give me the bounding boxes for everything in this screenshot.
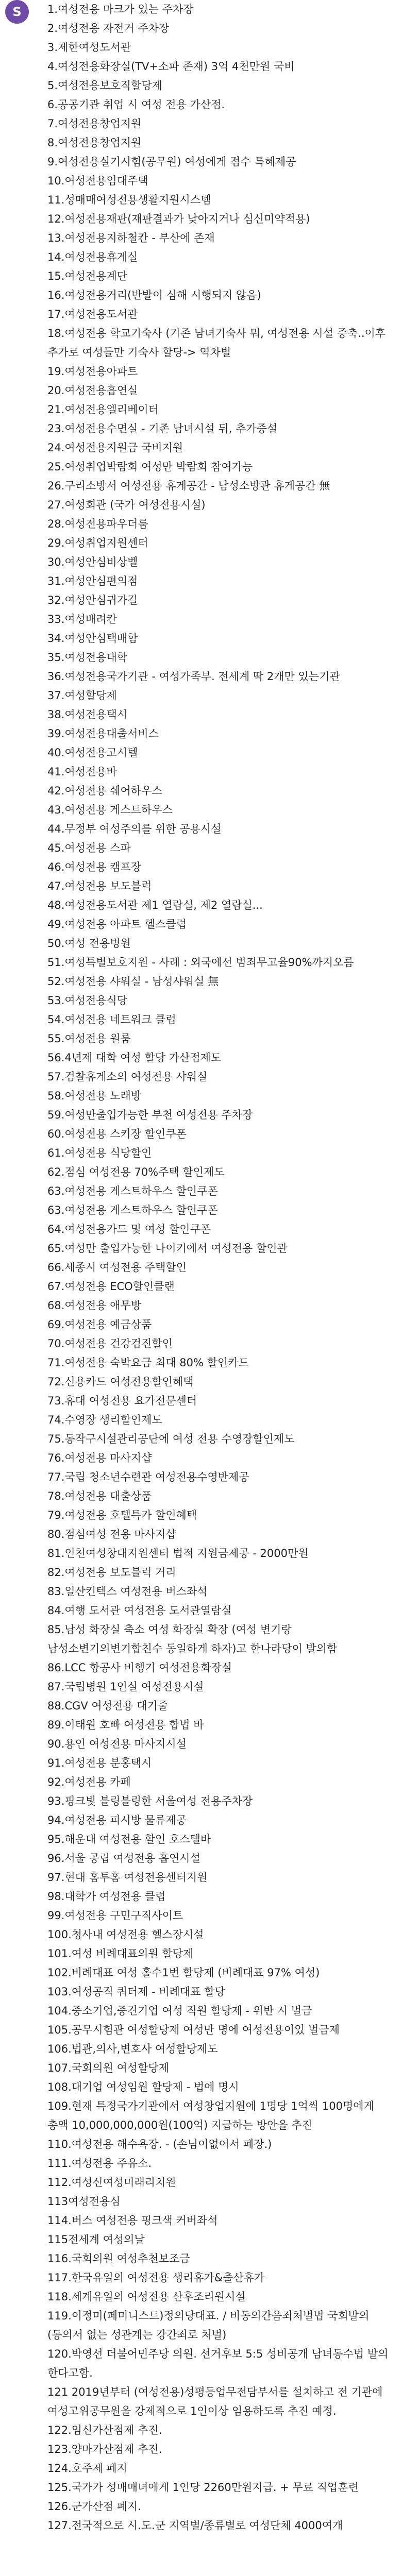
- list-item: 27.여성회관 (국가 여성전용시설): [47, 499, 206, 511]
- list-item: 3.제한여성도서관: [47, 41, 131, 54]
- list-item: 48.여성전용도서관 제1 열람실, 제2 열람실...: [47, 899, 263, 911]
- list-item: 24.여성전용지원금 국비지원: [47, 442, 183, 454]
- list-item: 101.여성 비례대표의원 할당제: [47, 1947, 194, 1960]
- list-item: 76.여성전용 마사지샵: [47, 1452, 152, 1464]
- list-item: 5.여성전용보호직할당제: [47, 79, 162, 92]
- list-item: 72.신용카드 여성전용할인혜택: [47, 1376, 194, 1388]
- list-item: 2.여성전용 자전거 주차장: [47, 22, 170, 35]
- list-item: 99.여성전용 구민구직사이트: [47, 1909, 183, 1922]
- list-item: 39.여성전용대출서비스: [47, 727, 159, 740]
- list-item: 117.한국유일의 여성전용 생리휴가&출산휴가: [47, 2272, 265, 2284]
- list-item: 107.국회의원 여성할당제: [47, 2062, 170, 2074]
- list-item: 102.비례대표 여성 홀수1번 할당제 (비례대표 97% 여성): [47, 1967, 320, 1979]
- list-item: 113여성전용심: [47, 2195, 121, 2208]
- list-item: 56.4년제 대학 여성 할당 가산점제도: [47, 1052, 222, 1064]
- list-item: 92.여성전용 카페: [47, 1776, 131, 1788]
- list-item: 87.국립병원 1인실 여성전용시설: [47, 1681, 204, 1693]
- list-item: 35.여성전용대학: [47, 651, 128, 664]
- list-item: 1.여성전용 마크가 있는 주차장: [47, 3, 194, 15]
- list-item: 125.국가가 성매매녀에게 1인당 2260만원지급. + 무료 직업훈련: [47, 2481, 359, 2494]
- list-item: 54.여성전용 네트워크 클럽: [47, 1013, 176, 1026]
- list-item: 122.임신가산점제 추진.: [47, 2424, 162, 2436]
- list-item: 71.여성전용 숙박요금 최대 80% 할인카드: [47, 1357, 249, 1369]
- list-item: 89.이태원 호빠 여성전용 합법 바: [47, 1719, 204, 1731]
- list-item: 98.대학가 여성전용 클럽: [47, 1890, 166, 1903]
- list-item: 33.여성배려칸: [47, 613, 117, 625]
- list-item: 86.LCC 항공사 비행기 여성전용화장실: [47, 1662, 232, 1674]
- list-item: 44.무정부 여성주의를 위한 공용시설: [47, 823, 222, 835]
- list-item: 83.일산킨텍스 여성전용 버스좌석: [47, 1585, 208, 1598]
- list-item: 43.여성전용 게스트하우스: [47, 804, 173, 816]
- list-item: 49.여성전용 아파트 헬스클럽: [47, 918, 187, 930]
- list-item: 6.공공기관 취업 시 여성 전용 가산점.: [47, 98, 225, 111]
- list-item: 50.여성 전용병원: [47, 937, 131, 950]
- list-item: 32.여성안심귀가길: [47, 594, 138, 606]
- list-item: 74.수영장 생리할인제도: [47, 1414, 162, 1426]
- list-item: 30.여성안심비상벨: [47, 556, 138, 568]
- list-item: 12.여성전용재판(재판결과가 낮아지거나 심신미약적용): [47, 213, 310, 225]
- list-item: 63.여성전용 게스트하우스 할인쿠폰: [47, 1204, 218, 1216]
- list-item: 7.여성전용창업지원: [47, 117, 142, 130]
- list-item: 59.여성만출입가능한 부천 여성전용 주차장: [47, 1109, 253, 1121]
- list-item: 126.군가산점 폐지.: [47, 2500, 141, 2513]
- list-item: 78.여성전용 대출상품: [47, 1490, 152, 1502]
- list-item: 106.법관,의사,변호사 여성할당제도: [47, 2043, 218, 2055]
- list-item: 84.여행 도서관 여성전용 도서관열람실: [47, 1604, 232, 1617]
- list-item: 26.구리소방서 여성전용 휴게공간 - 남성소방관 휴게공간 無: [47, 480, 330, 492]
- list-item: 124.호주제 폐지: [47, 2462, 127, 2475]
- list-item: 36.여성전용국가기관 - 여성가족부. 전세계 딱 2개만 있는기관: [47, 670, 340, 683]
- list-item: 8.여성전용창업지원: [47, 137, 142, 149]
- list-item: 17.여성전용도서관: [47, 308, 138, 320]
- list-item: 62.점심 여성전용 70%주택 할인제도: [47, 1166, 225, 1178]
- avatar[interactable]: S: [5, 0, 29, 24]
- list-item: 95.해운대 여성전용 할인 호스텔바: [47, 1833, 211, 1845]
- list-item: 120.박영선 더불어민주당 의원. 선거후보 5:5 성비공개 남녀동수법 발의 한다고함.: [47, 2348, 389, 2379]
- list-item: 68.여성전용 애무방: [47, 1299, 142, 1312]
- list-item: 65.여성만 출입가능한 나이키에서 여성전용 할인관: [47, 1242, 288, 1255]
- list-item: 28.여성전용파우더룸: [47, 518, 148, 530]
- list-item: 64.여성전용카드 및 여성 할인쿠폰: [47, 1223, 211, 1235]
- list-item: 121 2019년부터 (여성전용)성평등업무전담부서를 설치하고 전 기관에 여성고위공무원을 강제적으로 1인이상 임용하도록 추진 예정.: [47, 2386, 383, 2417]
- list-item: 41.여성전용바: [47, 766, 117, 778]
- list-item: 60.여성전용 스키장 할인쿠폰: [47, 1128, 187, 1140]
- list-item: 103.여성공직 쿼터제 - 비례대표 할당: [47, 1986, 225, 1998]
- list-item: 91.여성전용 분홍택시: [47, 1757, 152, 1769]
- list-item: 108.대기업 여성임원 할당제 - 법에 명시: [47, 2081, 239, 2093]
- list-item: 115전세계 여성의날: [47, 2233, 145, 2246]
- list-item: 14.여성전용휴게실: [47, 251, 138, 263]
- list-item: 82.여성전용 보도블럭 거리: [47, 1566, 176, 1579]
- list-item: 38.여성전용택시: [47, 708, 128, 721]
- list-item: 57.검찰휴게소의 여성전용 샤워실: [47, 1071, 208, 1083]
- list-item: 34.여성안심택배함: [47, 632, 138, 645]
- list-item: 63.여성전용 게스트하우스 할인쿠폰: [47, 1185, 218, 1197]
- list-item: 58.여성전용 노래방: [47, 1090, 142, 1102]
- list-item: 10.여성전용임대주택: [47, 175, 148, 187]
- list-item: 66.세종시 여성전용 주택할인: [47, 1261, 187, 1274]
- list-item: 96.서울 공립 여성전용 흡연시설: [47, 1852, 200, 1865]
- list-item: 112.여성신여성미래리치원: [47, 2176, 176, 2189]
- list-item: 9.여성전용실기시험(공무원) 여성에게 점수 특혜제공: [47, 156, 296, 168]
- list-item: 123.양마가산점제 추진.: [47, 2443, 162, 2455]
- list-item: 85.남성 화장실 축소 여성 화장실 확장 (여성 변기랑 남성소변기의변기합친수 동일하게 하자)고 한나라당이 발의함: [47, 1623, 338, 1655]
- list-item: 109.현재 특정국가기관에서 여성창업지원에 1명당 1억씩 100명에게 총액 10,000,000,000원(100억) 지급하는 방안을 추진: [47, 2100, 374, 2131]
- list-item: 93.핑크빛 블링블링한 서울여성 전용주차장: [47, 1795, 253, 1807]
- list-item: 69.여성전용 예금상품: [47, 1318, 152, 1331]
- list-item: 21.여성전용엘리베이터: [47, 403, 159, 416]
- list-item: 61.여성전용 식당할인: [47, 1147, 152, 1159]
- list-item: 94.여성전용 피시방 물류제공: [47, 1814, 187, 1826]
- list-item: 47.여성전용 보도블럭: [47, 880, 152, 892]
- list-item: 81.인천여성창대지원센터 법적 지원금제공 - 2000만원: [47, 1547, 309, 1560]
- list-item: 80.점심여성 전용 마사지샵: [47, 1528, 176, 1540]
- list-item: 25.여성취업박람회 여성만 박람회 참여가능: [47, 461, 253, 473]
- list-item: 114.버스 여성전용 핑크색 커버좌석: [47, 2214, 218, 2227]
- list-item: 127.전국적으로 시.도.군 지역별/종류별로 여성단체 4000여개: [47, 2519, 343, 2532]
- list-item: 111.여성전용 주유소.: [47, 2157, 152, 2170]
- list-item: 18.여성전용 학교기숙사 (기존 남녀기숙사 뭐, 여성전용 시설 증축..이후 추가로 여성들만 기숙사 할당-> 역차별: [47, 327, 386, 359]
- list-item: 105.공무시험관 여성할당제 여성만 명에 여성전용이있 벌금제: [47, 2024, 340, 2036]
- list-item: 55.여성전용 원룸: [47, 1032, 131, 1045]
- list-item: 4.여성전용화장실(TV+소파 존재) 3억 4천만원 국비: [47, 60, 295, 73]
- list-item: 77.국립 청소년수련관 여성전용수영반제공: [47, 1471, 249, 1483]
- list-item: 118.세계유일의 여성전용 산후조리원시설: [47, 2291, 246, 2303]
- list-item: 11.성매매여성전용생활지원시스템: [47, 194, 211, 206]
- list-item: 31.여성안심편의점: [47, 575, 138, 587]
- list-item: 116.국회의원 여성추천보조금: [47, 2252, 190, 2265]
- list-item: 42.여성전용 쉐어하우스: [47, 785, 162, 797]
- list-item: 75.동작구시설관리공단에 여성 전용 수영장할인제도: [47, 1433, 295, 1445]
- list-item: 37.여성할당제: [47, 689, 117, 702]
- list-item: 13.여성전용지하철칸 - 부산에 존재: [47, 232, 215, 244]
- list-item: 23.여성전용수면실 - 기존 남녀시설 뒤, 추가증설: [47, 422, 278, 435]
- message-body: [47, 0, 398, 2535]
- list-item: 20.여성전용흡연실: [47, 384, 138, 397]
- list-item: 104.중소기업,중견기업 여성 직원 할당제 - 위반 시 벌금: [47, 2005, 312, 2017]
- list-item: 53.여성전용식당: [47, 994, 128, 1007]
- list-item: 51.여성특별보호지원 - 사례 : 외국에선 범죄무고율90%까지오름: [47, 956, 354, 969]
- list-item: 90.용인 여성전용 마사지시설: [47, 1738, 187, 1750]
- list-item: 45.여성전용 스파: [47, 842, 131, 854]
- list-item: 67.여성전용 ECO할인클랜: [47, 1280, 175, 1293]
- list-item: 19.여성전용아파트: [47, 365, 138, 378]
- list-item: 119.이정미(페미니스트)정의당대표. / 비동의간음죄처벌법 국회발의 (동의서 없는 성관계는 강간죄로 처벌): [47, 2310, 370, 2341]
- list-item: 52.여성전용 샤워실 - 남성샤워실 無: [47, 975, 219, 988]
- list-item: 15.여성전용계단: [47, 270, 128, 282]
- list-item: 40.여성전용고시텔: [47, 747, 138, 759]
- list-item: 97.현대 홈투홈 여성전용센터지원: [47, 1871, 208, 1884]
- list-item: 100.청사내 여성전용 헬스장시설: [47, 1928, 204, 1941]
- list-item: 79.여성전용 호텔특가 할인혜택: [47, 1509, 197, 1521]
- list-item: 70.여성전용 건강검진할인: [47, 1337, 173, 1350]
- list-item: 16.여성전용거리(반발이 심해 시행되지 않음): [47, 289, 261, 301]
- list-item: 46.여성전용 캠프장: [47, 861, 142, 873]
- list-item: 73.휴대 여성전용 요가전문센터: [47, 1395, 197, 1407]
- list-item: 110.여성전용 해수욕장. - (손님이없어서 폐장.): [47, 2138, 272, 2150]
- list-item: 29.여성취업지원센터: [47, 537, 148, 549]
- list-item: 88.CGV 여성전용 대기줄: [47, 1700, 169, 1712]
